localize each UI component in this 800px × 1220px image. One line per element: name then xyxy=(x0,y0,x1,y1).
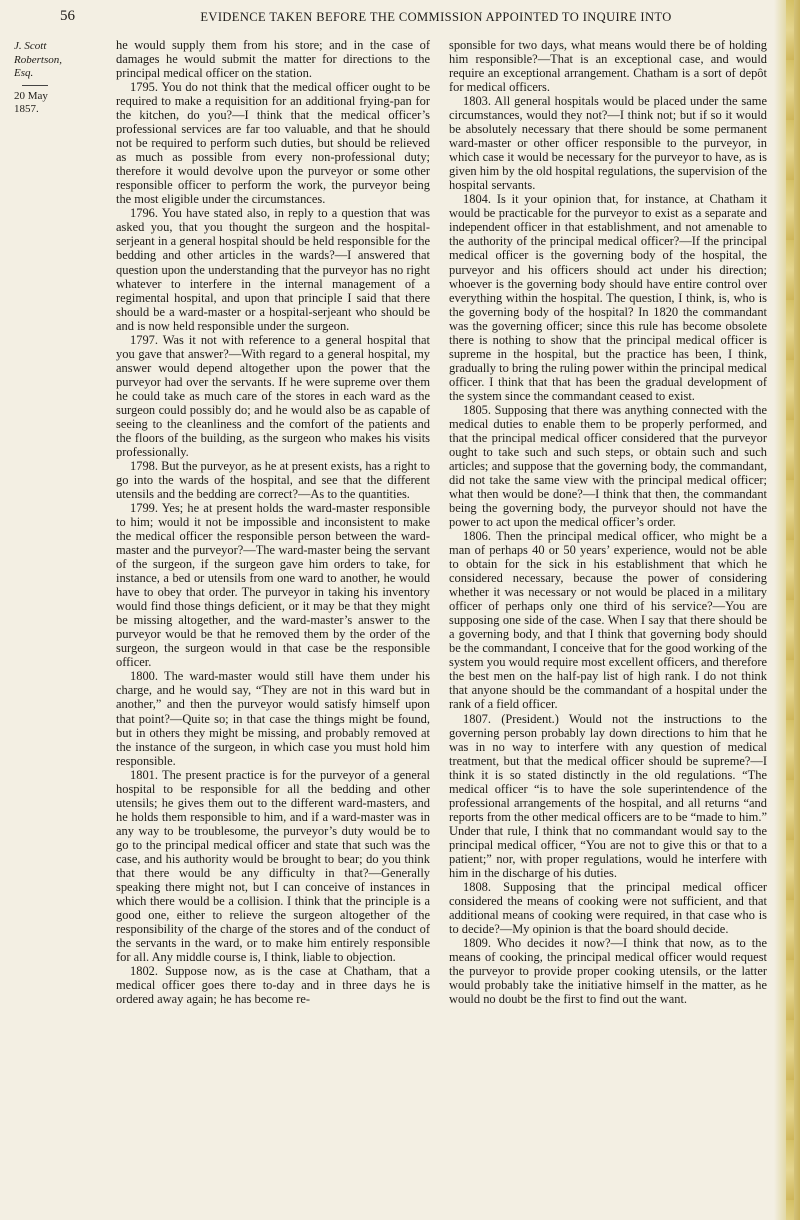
paragraph: 1807. (President.) Would not the instructions to the governing person probably lay down directions to him that he was in no way to interfere with any question of medical treatment, but that the medical officer should be supreme?—I think it is so stated distinctly in the old regulations. “The medical officer “is to have the sole superintendence of the professional arrangements of the hospital, and all returns “and reports from the other medical officers are to be “made to him.” Under that rule, I think that no commandant would say to the principal medical officer, “You are not to give this or that to a patient;” nor, with proper regulations, would he interfere with him in the discharge of his duties. xyxy=(449,711,767,880)
margin-rule xyxy=(22,85,48,86)
paragraph: 1799. Yes; he at present holds the ward-master responsible to him; would it not be impossible and inconsistent to make the medical officer the responsible person between the ward-master and the purveyor?—The ward-master being the servant of the surgeon, if the surgeon gave him orders to take, for instance, a bed or utensils from one ward to another, he would have to obey that order. The purveyor in taking his inventory would find those things deficient, or it may be that they might be missing altogether, and the ward-master’s answer to the purveyor would be that he removed them by the order of the surgeon, the surgeon would in that case be the responsible officer. xyxy=(116,501,430,670)
paragraph: 1806. Then the principal medical officer, who might be a man of perhaps 40 or 50 years’ experience, would not be able to obtain for the sick in his establishment that which he considered necessary, because the power of considering whether it was necessary or not would be placed in a military officer of perhaps only one third of his service?—You are supposing one side of the case. When I say that there should be a governing body, and that I think that governing body should be the commandant, I conceive that for the good working of the system you would require most excellent officers, and therefore the best men on the half-pay list of high rank. I do not think that anyone should be the commandant of a hospital under the rank of a field officer. xyxy=(449,529,767,712)
paragraph: 1804. Is it your opinion that, for instance, at Chatham it would be practicable for the purveyor to exist as a separate and independent officer in that establishment, and not amenable to the authority of the principal medical officer?—If the principal medical officer is the governing body of the hospital, the purveyor and his officers should act under his direction; whoever is the governing body should have entire control over everything within the hospital. The question, I think, is, who is the governing body of the hospital? In 1820 the commandant was the governing officer; since this rule has become obsolete there is nothing to show that the principal medical officer is supreme in the hospital, but the practice has been, I think, gradually to bring the ruling power within the principal medical officer. I think that that has been the gradual development of the system since the commandant ceased to exist. xyxy=(449,192,767,403)
paragraph: 1800. The ward-master would still have them under his charge, and he would say, “They are not in this ward but in another,” and then the purveyor would satisfy himself upon that point?—Quite so; in that case the things might be found, but in others they might be missing, and probably removed at the instance of the surgeon, in which case you must hold him responsible. xyxy=(116,669,430,768)
paragraph: 1795. You do not think that the medical officer ought to be required to make a requisition for an additional frying-pan for the kitchen, do you?—I think that the medical officer’s professional services are far too valuable, and that he should not be required to perform such duties, but should be relieved as much as possible from every non-professional duty; therefore it would devolve upon the purveyor or some other responsible officer to perform the work, the purveyor being the most eligible under the circumstances. xyxy=(116,80,430,207)
paragraph: 1797. Was it not with reference to a general hospital that you gave that answer?—With regard to a general hospital, my answer would depend altogether upon the power that the purveyor had over the servants. If he were supreme over them he could take as much care of the stores in each ward as the surgeon could possibly do; and he would also be as capable of seeing to the cleanliness and the comfort of the patients and the floors of the building, as the surgeon who makes his visits professionally. xyxy=(116,332,430,459)
paragraph: he would supply them from his store; and in the case of damages he would submit the matter for directions to the principal medical officer on the station. xyxy=(116,38,430,81)
page-header xyxy=(0,6,800,28)
text-column-right xyxy=(449,38,767,1006)
paragraph: sponsible for two days, what means would there be of holding him responsible?—That is an exceptional case, and would require an exceptional arrangement. Chatham is a sort of depôt for medical officers. xyxy=(449,38,767,95)
running-title: EVIDENCE TAKEN BEFORE THE COMMISSION APPOINTED TO INQUIRE INTO xyxy=(200,10,672,24)
paragraph: 1805. Supposing that there was anything connected with the medical duties to enable them to be properly performed, and that the principal medical officer considered that the purveyor ought to take such and such steps, or obtain such and such articles; and suppose that the governing body, the commandant, did not take the same view with the principal medical officer; what then would be done?—I think that then, the commandant being the governing body, the purveyor should not have the power to act upon the medical officer’s order. xyxy=(449,402,767,530)
paragraph: 1809. Who decides it now?—I think that now, as to the means of cooking, the principal medical officer would request the purveyor to provide proper cooking utensils, or the latter would probably take the initiative himself in the matter, as he would no doubt be the first to find out the want. xyxy=(449,936,767,1007)
margin-note xyxy=(14,40,64,117)
witness-name: J. Scott xyxy=(14,40,47,52)
text-column-left xyxy=(116,38,430,1006)
testimony-date: 20 May 1857. xyxy=(14,89,48,116)
paragraph: 1798. But the purveyor, as he at present exists, has a right to go into the wards of the hospital, and see that the different utensils and the bedding are correct?—As to the quantities. xyxy=(116,458,430,501)
paragraph: 1803. All general hospitals would be placed under the same circumstances, would they not?—I think not; but if so it would be absolutely necessary that there should be some permanent ward-master or other officer responsible to the purveyor, in which case it would be necessary for the purveyor to have, as is given him by the old hospital regulations, the supervision of the hospital servants. xyxy=(449,94,767,193)
paragraph: 1796. You have stated also, in reply to a question that was asked you, that you thought the surgeon and the hospital-serjeant in a general hospital should be held responsible for the bedding and other articles in the wards?—I answered that question upon the understanding that the purveyor has no right whatever to interfere in the internal management of a regimental hospital, and upon that principle I said that there should be a ward-master or a hospital-serjeant who should be and is now held responsible under the surgeon. xyxy=(116,206,430,333)
page-number: 56 xyxy=(60,8,75,24)
witness-name-continued: Robertson, Esq. xyxy=(14,53,62,80)
paragraph: 1802. Suppose now, as is the case at Chatham, that a medical officer goes there to-day and in three days he is ordered away again; he has become re- xyxy=(116,964,430,1007)
paragraph: 1808. Supposing that the principal medical officer considered the means of cooking were not sufficient, and that additional means of cooking were required, in that case who is to decide?—My opinion is that the board should decide. xyxy=(449,879,767,936)
page-edge-binding xyxy=(786,0,794,1220)
paragraph: 1801. The present practice is for the purveyor of a general hospital to be responsible for all the bedding and other utensils; he gives them out to the different ward-masters, and he holds them responsible to him, and if a ward-master was in any way to be troublesome, the purveyor’s duty would be to go to the principal medical officer and state that such was the case, and his authority would be brought to bear; do you think that there would be any difficulty in that?—Generally speaking there might not, but I can conceive of instances in which there would be a collision. I think that the principle is a good one, either to relieve the surgeon altogether of the responsibility of the charge of the stores and of the conduct of the servants in the ward, or to make him entirely responsible for all. Any middle course is, I think, liable to objection. xyxy=(116,767,430,965)
